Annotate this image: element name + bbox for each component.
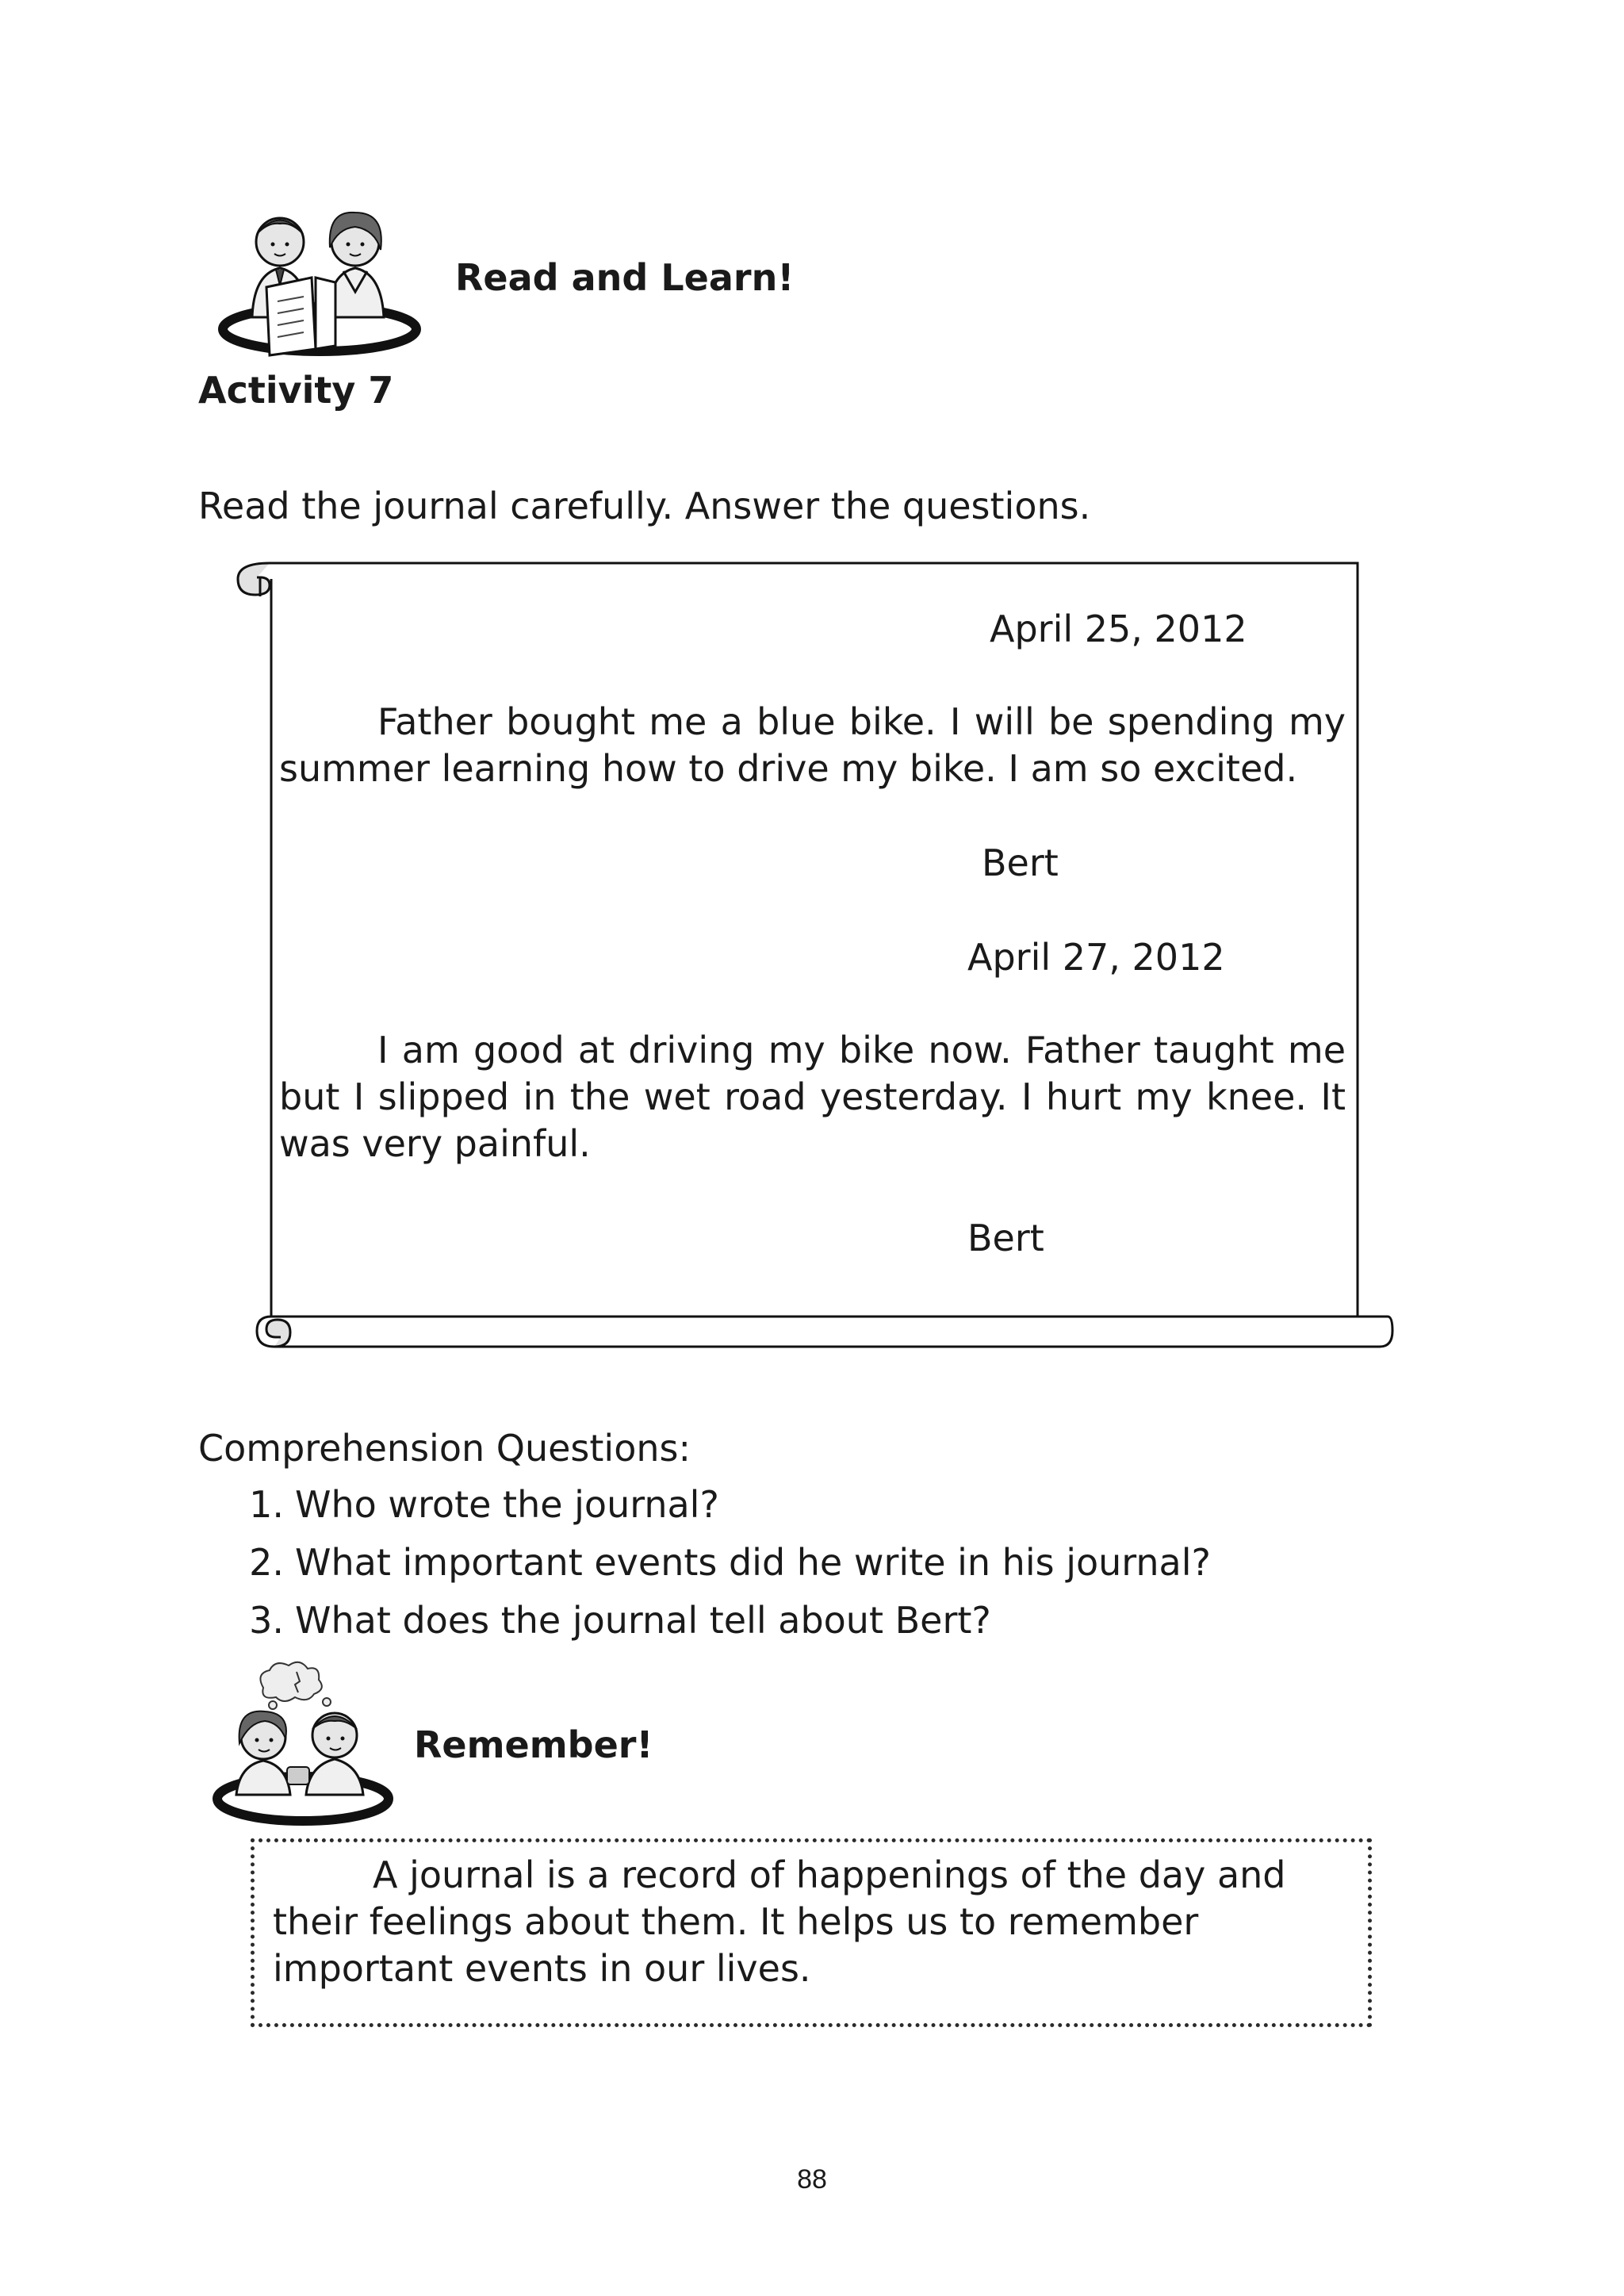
journal-entry-2-text: I am good at driving my bike now. Father taught me but I slipped in the wet road yesterday. I hurt my knee. It was very painful. [279,1029,1346,1165]
page-number: 88 [797,2164,827,2194]
question-number: 1. [249,1483,284,1526]
journal-entry-1-date: April 25, 2012 [990,608,1247,650]
question-text: What important events did he write in his journal? [295,1541,1211,1584]
question-list [249,1476,1211,1650]
question-item [249,1476,1211,1534]
children-reading-book-icon [205,198,435,357]
question-number: 2. [249,1541,284,1584]
comprehension-title: Comprehension Questions: [198,1427,691,1470]
question-item [249,1534,1211,1592]
journal-entry-2-signature: Bert [967,1217,1044,1259]
question-item [249,1592,1211,1650]
question-text: Who wrote the journal? [295,1483,719,1526]
question-text: What does the journal tell about Bert? [295,1599,991,1642]
remember-text: A journal is a record of happenings of the day and their feelings about them. It helps us to remember important events in our lives. [273,1853,1286,1990]
question-number: 3. [249,1599,284,1642]
remember-title: Remember! [414,1723,653,1766]
instructions: Read the journal carefully. Answer the questions. [198,485,1091,527]
journal-entry-1-signature: Bert [982,841,1059,884]
journal-entry-2-date: April 27, 2012 [967,936,1225,979]
journal-entry-1-text: Father bought me a blue bike. I will be spending my summer learning how to drive my bike. I am so excited. [279,700,1346,790]
children-thinking-icon [208,1656,398,1826]
activity-title: Activity 7 [198,369,394,412]
read-and-learn-title: Read and Learn! [455,256,795,299]
